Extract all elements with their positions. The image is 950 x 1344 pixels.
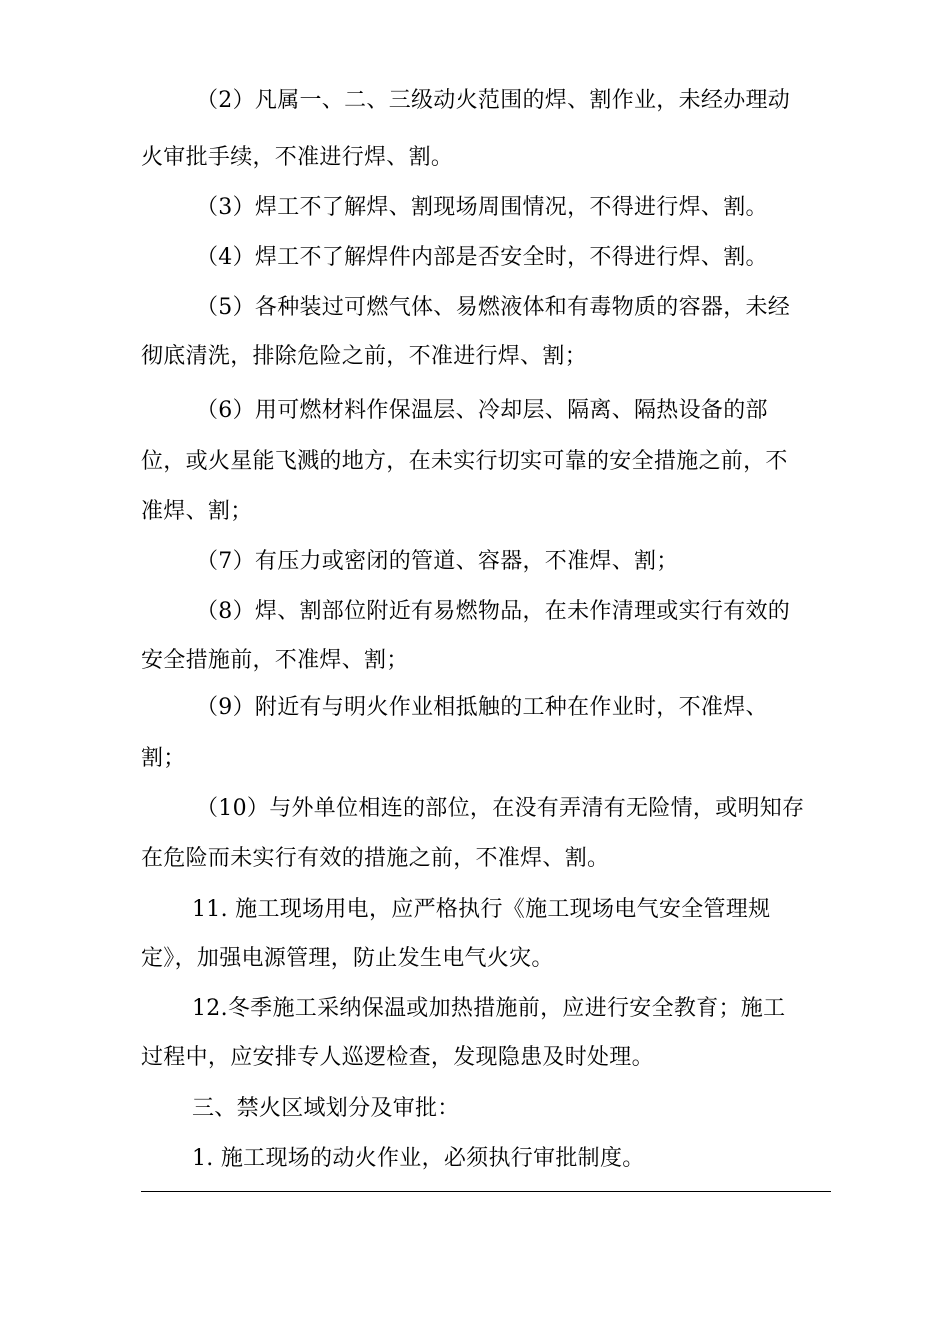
- section-3-item-1: 1. 施工现场的动火作业，必须执行审批制度。: [192, 1146, 645, 1171]
- para-10-line-2: 在危险而未实行有效的措施之前，不准焊、割。: [141, 846, 610, 871]
- para-7-line-1: （7）有压力或密闭的管道、容器，不准焊、割；: [196, 549, 679, 574]
- para-6-line-3: 准焊、割；: [141, 499, 253, 524]
- para-3-line-1: （3）焊工不了解焊、割现场周围情况，不得进行焊、割。: [196, 195, 768, 220]
- footer-divider: [141, 1191, 831, 1192]
- para-6-line-1: （6）用可燃材料作保温层、冷却层、隔离、隔热设备的部: [196, 398, 768, 423]
- para-5-line-2: 彻底清洗，排除危险之前，不准进行焊、割；: [141, 344, 588, 369]
- para-8-line-1: （8）焊、割部位附近有易燃物品，在未作清理或实行有效的: [196, 599, 791, 624]
- para-5-line-1: （5）各种装过可燃气体、易燃液体和有毒物质的容器，未经: [196, 295, 791, 320]
- para-8-line-2: 安全措施前，不准焊、割；: [141, 648, 409, 673]
- para-2-line-2: 火审批手续，不准进行焊、割。: [141, 145, 454, 170]
- para-2-line-1: （2）凡属一、二、三级动火范围的焊、割作业，未经办理动: [196, 88, 791, 113]
- para-12-line-1: 12.冬季施工采纳保温或加热措施前，应进行安全教育；施工: [192, 996, 786, 1021]
- para-4-line-1: （4）焊工不了解焊件内部是否安全时，不得进行焊、割。: [196, 245, 768, 270]
- para-11-line-1: 11. 施工现场用电，应严格执行《施工现场电气安全管理规: [192, 897, 771, 922]
- para-12-line-2: 过程中，应安排专人巡逻检查，发现隐患及时处理。: [141, 1045, 654, 1070]
- para-10-line-1: （10）与外单位相连的部位，在没有弄清有无险情，或明知存: [196, 796, 805, 821]
- section-3-heading: 三、禁火区域划分及审批：: [192, 1096, 460, 1121]
- para-6-line-2: 位，或火星能飞溅的地方，在未实行切实可靠的安全措施之前，不: [141, 449, 788, 474]
- para-11-line-2: 定》，加强电源管理，防止发生电气火灾。: [141, 946, 554, 971]
- para-9-line-1: （9）附近有与明火作业相抵触的工种在作业时，不准焊、: [196, 695, 768, 720]
- para-9-line-2: 割；: [141, 746, 186, 771]
